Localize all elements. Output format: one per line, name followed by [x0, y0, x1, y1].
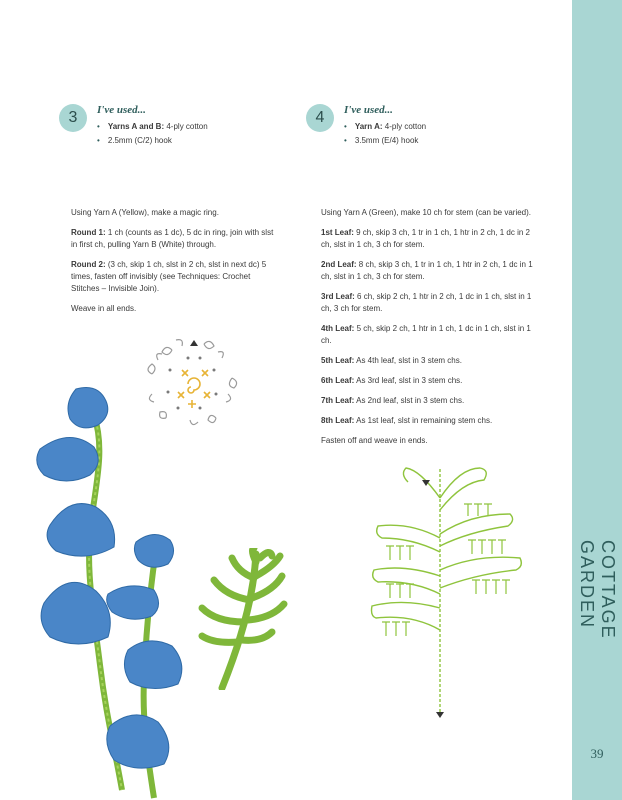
instruction-line: Fasten off and weave in ends. [321, 436, 428, 445]
page-number: 39 [590, 746, 604, 761]
instruction-line: Round 1: 1 ch (counts as 1 dc), 5 dc in ring, join with slst in first ch, pulling Yarn B (White) through. [71, 228, 274, 249]
leaf-stitch-chart [366, 458, 530, 722]
instruction-line: Using Yarn A (Green), make 10 ch for stem (can be varied). [321, 208, 532, 217]
step-3-heading: I've used... [97, 104, 146, 116]
step-3-materials [97, 120, 208, 148]
material-item: • Yarn A: 4-ply cotton [344, 120, 426, 134]
instruction-line: 5th Leaf: As 4th leaf, slst in 3 stem chs. [321, 356, 462, 365]
step-3-instructions [71, 207, 281, 323]
instruction-line: 3rd Leaf: 6 ch, skip 2 ch, 1 htr in 2 ch, 1 dc in 1 ch, slst in 1 ch, 3 ch for stem. [321, 292, 532, 313]
instruction-line: 6th Leaf: As 3rd leaf, slst in 3 stem chs. [321, 376, 463, 385]
flower-stitch-chart [142, 336, 246, 432]
instruction-line: 1st Leaf: 9 ch, skip 3 ch, 1 tr in 1 ch, 1 htr in 2 ch, 1 dc in 2 ch, slst in 1 ch, 3 ch for stem. [321, 228, 530, 249]
step-4-badge: 4 [306, 104, 334, 132]
bluebell-photo-middle [100, 530, 200, 800]
material-item: • Yarns A and B: 4-ply cotton [97, 120, 208, 134]
leaf-sprig-photo [192, 548, 302, 690]
instruction-line: 8th Leaf: As 1st leaf, slst in remaining stem chs. [321, 416, 493, 425]
instruction-line: 7th Leaf: As 2nd leaf, slst in 3 stem chs. [321, 396, 465, 405]
step-4-materials [344, 120, 426, 148]
instruction-line: 2nd Leaf: 8 ch, skip 3 ch, 1 tr in 1 ch, 1 htr in 2 ch, 1 dc in 1 ch, slst in 1 ch, 3 ch for stem. [321, 260, 533, 281]
instruction-line: 4th Leaf: 5 ch, skip 2 ch, 1 htr in 1 ch, 1 dc in 1 ch, slst in 1 ch. [321, 324, 531, 345]
step-4-heading: I've used... [344, 104, 393, 116]
section-title: COTTAGE GARDEN [577, 540, 618, 640]
step-4-instructions [321, 207, 536, 455]
step-3-badge: 3 [59, 104, 87, 132]
instruction-line: Weave in all ends. [71, 304, 137, 313]
instruction-line: Round 2: (3 ch, skip 1 ch, slst in 2 ch, slst in next dc) 5 times, fasten off invisibly (see Techniques: Crochet Stitches – Invisible Join). [71, 260, 267, 293]
material-item: • 3.5mm (E/4) hook [344, 134, 426, 148]
instruction-line: Using Yarn A (Yellow), make a magic ring. [71, 208, 219, 217]
watermark: PassionForum.ru [476, 776, 545, 786]
material-item: • 2.5mm (C/2) hook [97, 134, 208, 148]
